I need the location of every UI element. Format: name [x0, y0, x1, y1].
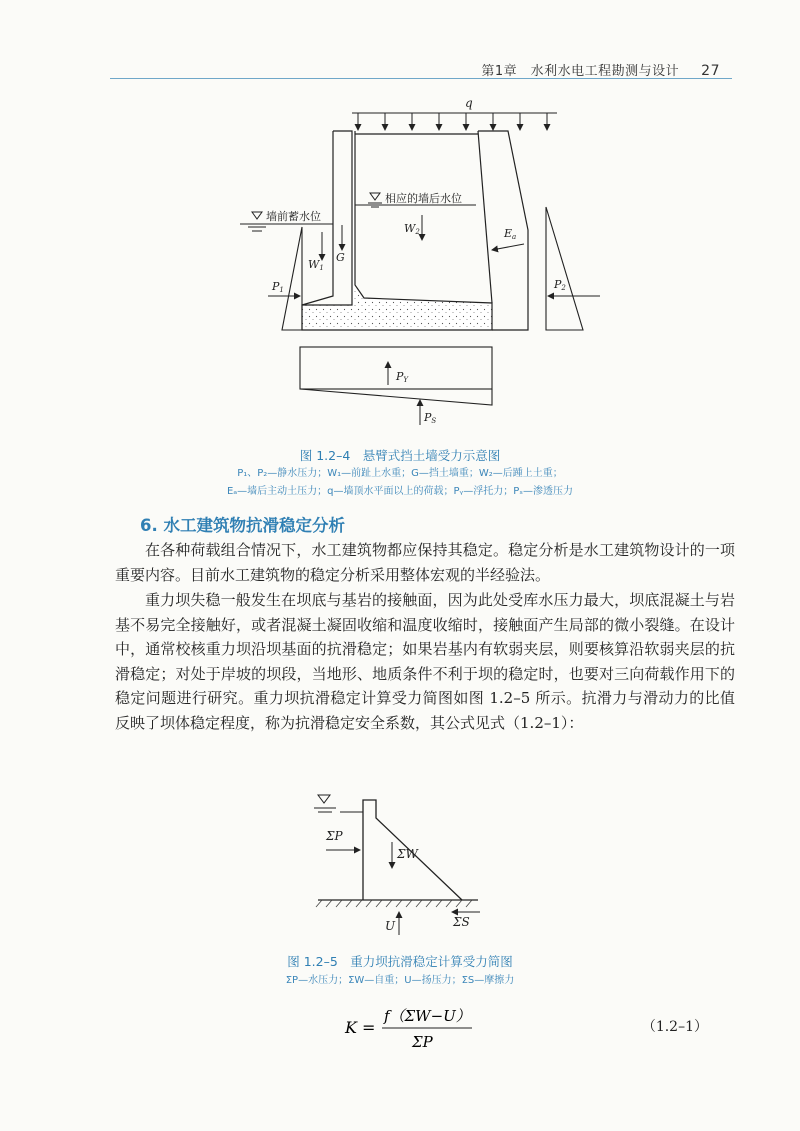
label-p1: P1 [272, 280, 284, 294]
label-q: q [465, 96, 473, 110]
figure-1-note-line1: P₁、P₂—静水压力；W₁—前趾上水重；G—挡土墙重；W₂—后踵上土重； [237, 468, 563, 479]
label-sum-w: ΣW [397, 847, 418, 861]
pressure-diagram-p2 [546, 207, 583, 330]
formula-lhs: K = [345, 1018, 376, 1037]
figure-cantilever-retaining-wall [0, 0, 800, 440]
label-front-water-level: 墙前蓄水位 [266, 210, 321, 223]
label-back-water-level: 相应的墙后水位 [385, 192, 462, 205]
label-ps: PS [424, 411, 437, 425]
figure-1-caption: 图 1.2–4 悬臂式挡土墙受力示意图 [299, 448, 501, 463]
label-g: G [336, 251, 345, 264]
figure-1-note-line2: Eₐ—墙后主动土压力；q—墙顶水平面以上的荷载；Pᵧ—浮托力；Pₛ—渗透压力 [226, 486, 574, 497]
label-w2: W2 [404, 222, 420, 236]
surcharge-load-q [352, 96, 557, 130]
label-u: U [385, 919, 396, 933]
label-py: PY [396, 370, 409, 384]
figure-2-note: ΣP—水压力；ΣW—自重；U—扬压力；ΣS—摩擦力 [285, 975, 515, 986]
formula-numerator: f（ΣW−U） [384, 1007, 471, 1025]
formula-denominator: ΣP [412, 1033, 433, 1051]
chapter-title: 第1章 水利水电工程勘测与设计 [481, 64, 680, 79]
paragraph-2: 重力坝失稳一般发生在坝底与基岩的接触面，因为此处受库水压力最大，坝底混凝土与岩基不易完全接触好，或者混凝土凝固收缩和温度收缩时，接触面产生局部的微小裂缝。在设计中，通常校核重力坝沿坝基面的抗滑稳定；如果岩基内有软弱夹层，则要核算沿软弱夹层的抗滑稳定；对处于岸坡的坝段，当地形、地质条件不利于坝的稳定时，也要对三向荷载作用下的稳定问题进行研究。重力坝抗滑稳定计算受力简图如图 1.2–5 所示。抗滑力与滑动力的比值反映了坝体稳定程度，称为抗滑稳定安全系数，其公式见式（1.2–1）： [115, 591, 735, 732]
figure-2-caption: 图 1.2–5 重力坝抗滑稳定计算受力简图 [287, 954, 513, 969]
label-sum-s: ΣS [453, 915, 470, 929]
pressure-diagram-p1 [282, 227, 302, 330]
page-number: 27 [701, 63, 720, 79]
label-w1: W1 [308, 258, 324, 272]
uplift-pressure-diagram [300, 347, 492, 425]
equation-number: （1.2–1） [641, 1019, 708, 1035]
label-p2: P2 [554, 278, 566, 292]
figure-gravity-dam-sliding [0, 790, 800, 940]
label-ea: Ea [504, 227, 517, 241]
label-sum-p: ΣP [326, 829, 343, 843]
section-title: 6. 水工建筑物抗滑稳定分析 [140, 516, 345, 535]
retaining-wall-body [302, 131, 492, 330]
paragraph-1: 在各种荷载组合情况下，水工建筑物都应保持其稳定。稳定分析是水工建筑物设计的一项重要内容。目前水工建筑物的稳定分析采用整体宏观的半经验法。 [115, 541, 735, 584]
